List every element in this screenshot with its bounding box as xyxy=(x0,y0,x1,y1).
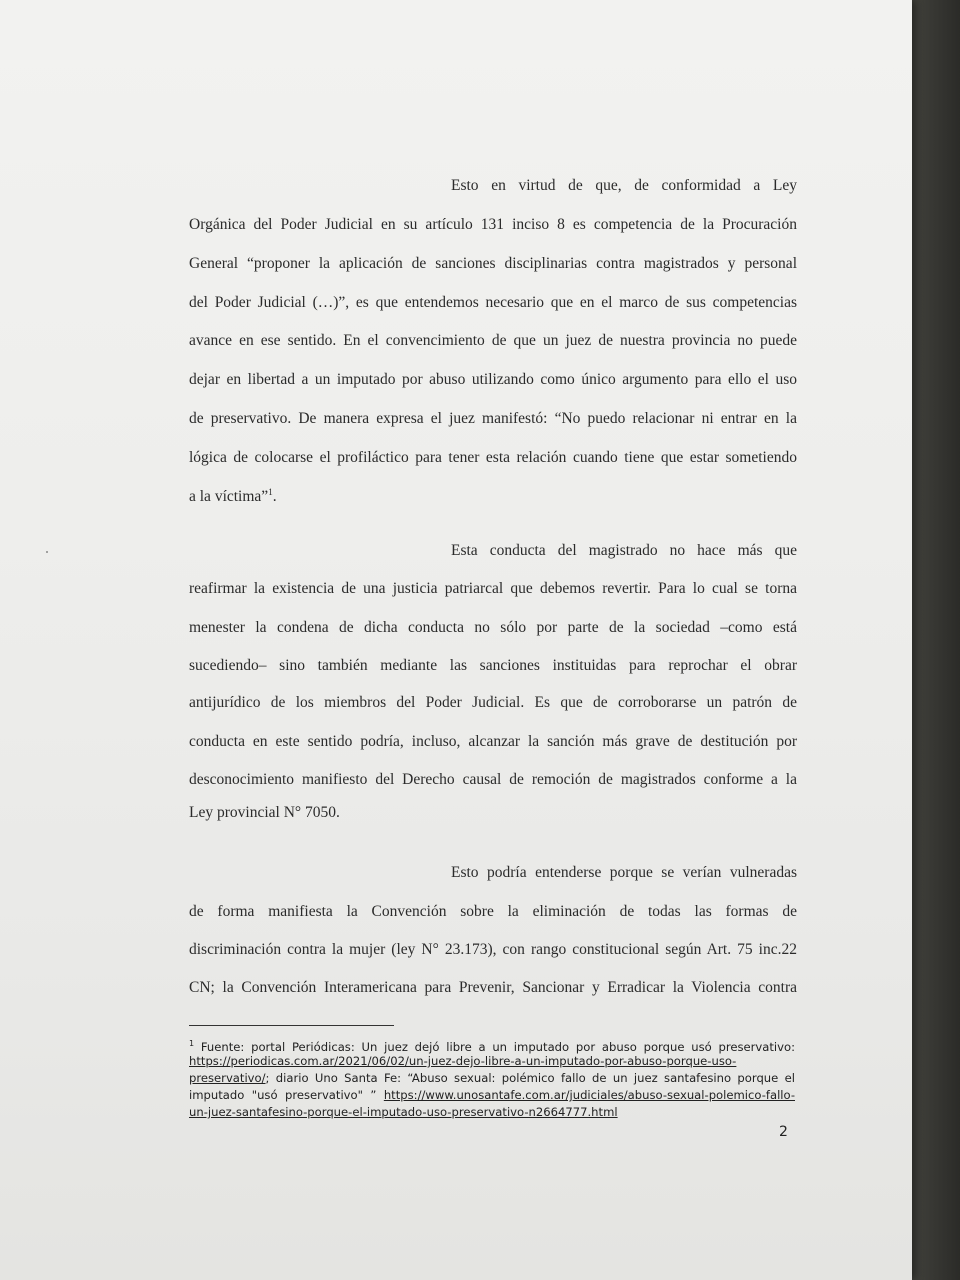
footnote-line-4 xyxy=(189,1088,795,1103)
footnote-line-1 xyxy=(189,1036,795,1055)
p1-line-3: General “proponer la aplicación de sanciones disciplinarias contra magistrados y personal xyxy=(189,255,797,272)
footnote-ref: 1 xyxy=(268,487,273,497)
p1-line-5: avance en ese sentido. En el convencimiento de que un juez de nuestra provincia no puede xyxy=(189,332,797,349)
footnote-link-unosantafe-end[interactable]: un-juez-santafesino-porque-el-imputado-uso-preservativo-n2664777.html xyxy=(189,1105,618,1119)
footnote-text-4: imputado "usó preservativo" ” xyxy=(189,1088,384,1102)
p2-line-3: menester la condena de dicha conducta no sólo por parte de la sociedad –como está xyxy=(189,619,797,636)
p3-line-3: discriminación contra la mujer (ley N° 23.173), con rango constitucional según Art. 75 inc.22 xyxy=(189,941,797,958)
footnote-link-unosantafe[interactable]: https://www.unosantafe.com.ar/judiciales/abuso-sexual-polemico-fallo- xyxy=(383,1088,795,1102)
paper-speck xyxy=(46,551,48,553)
p1-last-text: a la víctima” xyxy=(189,488,269,505)
p3-line-2: de forma manifiesta la Convención sobre la eliminación de todas las formas de xyxy=(189,903,797,920)
footnote-line-5 xyxy=(189,1105,795,1120)
p2-line-8: Ley provincial N° 7050. xyxy=(189,804,340,821)
p1-line-6: dejar en libertad a un imputado por abuso utilizando como único argumento para ello el uso xyxy=(189,371,797,388)
p2-line-2: reafirmar la existencia de una justicia patriarcal que debemos revertir. Para lo cual se torna xyxy=(189,580,797,597)
p2-line-1: Esta conducta del magistrado no hace más que xyxy=(451,542,797,559)
footnote-text-1: Fuente: portal Periódicas: Un juez dejó libre a un imputado por abuso porque usó preservativo: xyxy=(200,1040,796,1054)
p2-line-7: desconocimiento manifiesto del Derecho causal de remoción de magistrados conforme a la xyxy=(189,771,797,788)
p3-line-1: Esto podría entenderse porque se verían vulneradas xyxy=(451,864,797,881)
footnote-line-2 xyxy=(189,1054,795,1069)
footnote-text-3: ; diario Uno Santa Fe: “Abuso sexual: polémico fallo de un juez santafesino porque el xyxy=(265,1071,795,1085)
page-number: 2 xyxy=(779,1124,788,1140)
footnote-link-periodicas-end[interactable]: preservativo/ xyxy=(189,1071,266,1085)
footnote-line-3 xyxy=(189,1071,795,1086)
p2-line-4: sucediendo– sino también mediante las sanciones instituidas para reprochar el obrar xyxy=(189,657,797,674)
footnote-number: 1 xyxy=(189,1039,195,1048)
p1-line-1: Esto en virtud de que, de conformidad a Ley xyxy=(451,177,797,194)
footnote-rule xyxy=(189,1025,394,1026)
p3-line-4: CN; la Convención Interamericana para Prevenir, Sancionar y Erradicar la Violencia contra xyxy=(189,979,797,996)
p1-line-4: del Poder Judicial (…)”, es que entendemos necesario que en el marco de sus competencias xyxy=(189,294,797,311)
p2-line-6: conducta en este sentido podría, incluso, alcanzar la sanción más grave de destitución por xyxy=(189,733,797,750)
p1-line-2: Orgánica del Poder Judicial en su artículo 131 inciso 8 es competencia de la Procuración xyxy=(189,216,797,233)
p1-line-7: de preservativo. De manera expresa el juez manifestó: “No puedo relacionar ni entrar en la xyxy=(189,410,797,427)
p2-line-5: antijurídico de los miembros del Poder Judicial. Es que de corroborarse un patrón de xyxy=(189,694,797,711)
p1-line-8: lógica de colocarse el profiláctico para tener esta relación cuando tiene que estar sometiendo xyxy=(189,449,797,466)
footnote-link-periodicas[interactable]: https://periodicas.com.ar/2021/06/02/un-juez-dejo-libre-a-un-imputado-por-abuso-porque-uso- xyxy=(189,1054,737,1068)
p1-line-9 xyxy=(189,482,797,507)
p1-last-end: . xyxy=(272,488,277,505)
